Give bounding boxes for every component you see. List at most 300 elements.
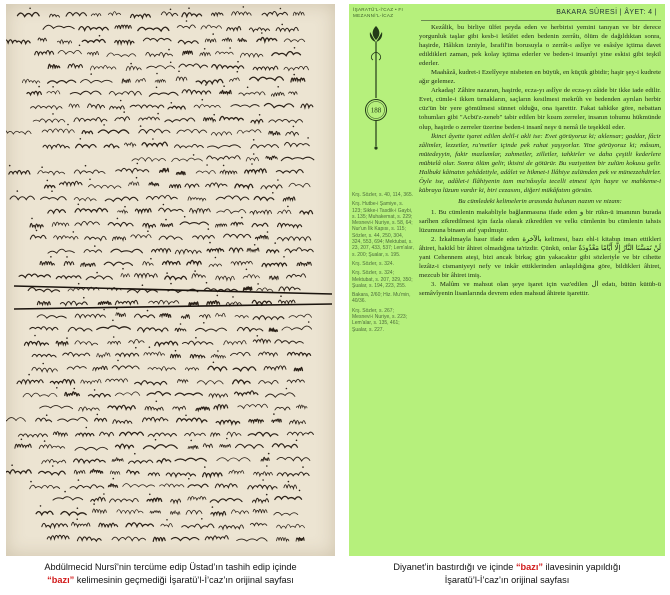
handwriting-stroke: [188, 446, 198, 450]
handwriting-stroke: [173, 406, 186, 410]
handwriting-stroke: [98, 130, 128, 133]
handwriting-dot: [85, 165, 87, 167]
handwriting-stroke: [257, 288, 273, 292]
handwriting-stroke: [48, 64, 60, 68]
handwriting-stroke: [279, 287, 300, 291]
handwriting-dot: [157, 113, 159, 115]
handwriting-stroke: [116, 168, 149, 172]
handwriting-stroke: [247, 248, 259, 252]
handwriting-stroke: [139, 117, 160, 120]
handwriting-stroke: [220, 444, 231, 447]
handwriting-stroke: [67, 366, 86, 369]
handwriting-stroke: [132, 158, 166, 162]
handwriting-stroke: [209, 394, 228, 398]
section-heading: Bu cümledeki kelimelerin arasında bulunan nazım ve nizam:: [458, 197, 622, 205]
right-caption-line2: İşaratü’l-İ’caz’ın orijinal sayfası: [444, 575, 570, 585]
handwriting-stroke: [217, 209, 246, 213]
handwriting-stroke: [216, 276, 235, 280]
handwriting-stroke: [129, 182, 139, 186]
handwriting-stroke: [159, 236, 182, 240]
handwriting-stroke: [200, 52, 210, 56]
paragraph: Arkadaş! Zâhire nazaran, haşirde, ecza-yı aslîye de ecza-yı zâide bir ikke iade edilir. Evet, cümle-i ikken tırnakların, saçların kesilmesi mekrûh ve bedenden ayrılan herbir cüz'ün bir yere gömülmesi sünnet olduğu, ona işarettir. Fakat tahkike göre, nebattan tohumları gibi "Acbü'z-zeneb" tabir edilen bir kısım zerreler, insanın tohumu hükmünde olup, haşirde o zerreler üzerine beden-i insanî neşv ü nemâ ile teşekkül eder.: [419, 87, 661, 131]
handwriting-dot: [273, 413, 275, 415]
handwriting-stroke: [105, 379, 127, 382]
handwriting-stroke: [19, 274, 50, 278]
handwriting-dot: [217, 350, 219, 352]
right-caption-pre: Diyanet’in bastırdığı ve içinde: [393, 562, 516, 572]
handwriting-stroke: [126, 66, 141, 70]
handwriting-stroke: [233, 367, 256, 371]
handwriting-dot: [232, 296, 234, 298]
handwriting-dot: [149, 494, 151, 496]
handwriting-dot: [208, 228, 210, 230]
handwriting-stroke: [81, 263, 95, 267]
handwriting-stroke: [15, 444, 31, 448]
handwriting-stroke: [296, 537, 304, 541]
handwriting-stroke: [42, 129, 74, 133]
handwriting-dot: [202, 99, 204, 101]
handwriting-dot: [156, 401, 158, 403]
handwriting-stroke: [90, 469, 103, 473]
handwriting-stroke: [122, 79, 130, 83]
handwriting-stroke: [252, 300, 271, 304]
handwriting-stroke: [100, 432, 114, 436]
handwriting-stroke: [227, 27, 241, 31]
handwriting-stroke: [186, 510, 202, 514]
handwriting-stroke: [30, 106, 62, 110]
handwriting-stroke: [163, 261, 181, 264]
handwriting-dot: [64, 491, 66, 493]
handwriting-stroke: [90, 65, 116, 70]
handwriting-stroke: [32, 354, 56, 357]
handwriting-stroke: [99, 523, 118, 527]
handwriting-stroke: [211, 512, 226, 516]
handwriting-dot: [9, 165, 11, 167]
handwriting-stroke: [182, 13, 202, 17]
handwriting-dot: [93, 503, 95, 505]
handwriting-stroke: [253, 316, 284, 320]
side-note: Bakara, 2/60; Hiz. Mu'min, 40/36.: [352, 292, 411, 305]
handwriting-stroke: [134, 273, 157, 277]
handwriting-dot: [79, 45, 81, 47]
handwriting-stroke: [98, 301, 111, 305]
handwriting-stroke: [143, 445, 177, 449]
handwriting-dot: [274, 242, 276, 244]
handwriting-stroke: [146, 195, 177, 199]
handwriting-dot: [122, 268, 124, 270]
tulip-ornament-icon: [361, 22, 391, 152]
handwriting-dot: [268, 453, 270, 455]
handwriting-stroke: [38, 38, 46, 41]
paragraph: 3. Malûm ve mahsut olan şeye işaret için vaz'edilen ال edatı, bütün kütüb-ü semâvîyenin lisanlarında devrem eden mahsud âhirete işarettir.: [419, 281, 661, 298]
right-caption-post: ilavesinin yapıldığı: [543, 562, 621, 572]
handwriting-stroke: [201, 25, 222, 29]
handwriting-stroke: [188, 496, 206, 499]
handwriting-stroke: [276, 27, 298, 31]
handwriting-stroke: [36, 418, 52, 422]
handwriting-stroke: [170, 354, 180, 358]
handwriting-stroke: [205, 39, 216, 43]
handwriting-dot: [283, 256, 285, 258]
handwriting-dot: [46, 414, 48, 416]
handwriting-stroke: [59, 181, 82, 185]
handwriting-dot: [135, 347, 137, 349]
handwriting-stroke: [289, 92, 298, 95]
handwriting-stroke: [283, 197, 295, 201]
handwriting-stroke: [189, 302, 199, 306]
handwriting-stroke: [211, 13, 223, 16]
handwriting-stroke: [24, 341, 48, 345]
paragraph: Maahâzâ, kudret-i Ezelîyeye nisbeten en büyük, en küçük gibidir; haşir şey-i kudrete ağır gelemez.: [419, 69, 661, 86]
handwriting-stroke: [144, 352, 165, 356]
handwriting-dot: [90, 73, 92, 75]
handwriting-stroke: [277, 237, 311, 241]
handwriting-stroke: [104, 144, 119, 148]
handwriting-dot: [253, 139, 255, 141]
handwriting-dot: [188, 7, 190, 9]
handwriting-dot: [78, 479, 80, 481]
handwriting-stroke: [23, 393, 57, 397]
handwriting-stroke: [17, 380, 43, 384]
handwriting-stroke: [42, 459, 66, 463]
handwriting-dot: [277, 86, 279, 88]
handwriting-stroke: [74, 459, 106, 463]
right-caption: [349, 561, 665, 587]
handwriting-stroke: [105, 197, 138, 201]
handwriting-stroke: [269, 131, 280, 135]
handwriting-stroke: [6, 418, 25, 422]
handwriting-stroke: [48, 249, 74, 253]
handwriting-dot: [113, 478, 115, 480]
handwriting-dot: [42, 363, 44, 365]
manuscript-scan: [6, 4, 335, 556]
handwriting-stroke: [267, 250, 279, 253]
handwriting-stroke: [237, 130, 261, 134]
handwriting-dot: [217, 295, 219, 297]
handwriting-stroke: [174, 144, 203, 147]
handwriting-stroke: [212, 65, 244, 69]
handwriting-stroke: [182, 341, 212, 345]
handwriting-stroke: [238, 38, 247, 42]
handwriting-dot: [52, 86, 54, 88]
handwriting-stroke: [112, 366, 139, 370]
handwriting-stroke: [269, 119, 303, 122]
handwriting-stroke: [76, 144, 96, 147]
handwriting-dot: [223, 165, 225, 167]
handwriting-stroke: [74, 197, 96, 200]
handwriting-stroke: [206, 183, 227, 187]
handwriting-stroke: [40, 406, 73, 409]
handwriting-stroke: [176, 77, 187, 81]
handwriting-stroke: [170, 184, 181, 188]
handwriting-stroke: [134, 314, 154, 318]
handwriting-dot: [152, 138, 154, 140]
handwriting-stroke: [262, 12, 287, 16]
handwriting-stroke: [142, 417, 167, 421]
handwriting-stroke: [211, 132, 231, 136]
handwriting-stroke: [53, 497, 83, 500]
handwriting-dot: [293, 126, 295, 128]
handwriting-stroke: [47, 535, 69, 539]
handwriting-dot: [272, 192, 274, 194]
handwriting-stroke: [216, 420, 240, 424]
handwriting-stroke: [215, 484, 237, 488]
handwriting-stroke: [116, 353, 139, 356]
handwriting-stroke: [123, 484, 155, 487]
handwriting-stroke: [194, 105, 220, 108]
handwriting-dot: [112, 320, 114, 322]
handwriting-dot: [204, 48, 206, 50]
handwriting-stroke: [108, 405, 135, 409]
handwriting-stroke: [182, 524, 214, 528]
handwriting-dot: [286, 388, 288, 390]
handwriting-stroke: [142, 142, 167, 146]
handwriting-stroke: [79, 27, 108, 31]
handwriting-dot: [180, 323, 182, 325]
page-body: [419, 23, 661, 298]
handwriting-stroke: [87, 51, 98, 55]
handwriting-stroke: [294, 367, 302, 371]
handwriting-stroke: [227, 432, 241, 436]
handwriting-dot: [166, 519, 168, 521]
handwriting-stroke: [118, 210, 128, 213]
handwriting-dot: [52, 465, 54, 467]
handwriting-dot: [280, 295, 282, 297]
handwriting-stroke: [171, 499, 181, 503]
handwriting-dot: [73, 231, 75, 233]
handwriting-dot: [41, 166, 43, 168]
handwriting-dot: [281, 24, 283, 26]
handwriting-stroke: [30, 327, 58, 330]
handwriting-dot: [136, 177, 138, 179]
handwriting-stroke: [175, 249, 201, 253]
handwriting-stroke: [261, 185, 282, 189]
handwriting-stroke: [39, 471, 66, 475]
handwriting-stroke: [296, 405, 307, 409]
handwriting-stroke: [36, 511, 53, 515]
handwriting-stroke: [117, 510, 143, 514]
handwriting-dot: [203, 322, 205, 324]
handwriting-stroke: [161, 524, 173, 527]
handwriting-dot: [31, 218, 33, 220]
handwriting-stroke: [177, 25, 195, 28]
handwriting-dot: [155, 439, 157, 441]
handwriting-stroke: [107, 53, 136, 57]
right-caption-highlight: “bazı”: [515, 562, 543, 572]
handwriting-stroke: [229, 248, 243, 252]
handwriting-stroke: [250, 523, 266, 526]
handwriting-stroke: [85, 236, 106, 240]
handwriting-stroke: [86, 276, 112, 280]
handwriting-stroke: [219, 525, 244, 529]
handwriting-stroke: [254, 472, 273, 476]
handwriting-dot: [103, 493, 105, 495]
handwriting-stroke: [259, 380, 279, 384]
handwriting-stroke: [161, 223, 173, 227]
handwriting-stroke: [188, 197, 206, 201]
handwriting-dot: [308, 321, 310, 323]
handwriting-stroke: [149, 182, 159, 186]
handwriting-dot: [97, 414, 99, 416]
handwriting-stroke: [229, 78, 239, 82]
handwriting-dot: [168, 49, 170, 51]
handwriting-dot: [213, 362, 215, 364]
handwriting-stroke: [251, 145, 279, 149]
handwriting-stroke: [285, 248, 313, 253]
handwriting-stroke: [48, 209, 66, 213]
handwriting-stroke: [276, 170, 303, 174]
handwriting-stroke: [74, 118, 107, 122]
handwriting-stroke: [165, 118, 195, 122]
handwriting-stroke: [120, 432, 144, 436]
handwriting-stroke: [249, 419, 263, 422]
handwriting-stroke: [258, 352, 277, 356]
handwriting-dot: [142, 284, 144, 286]
handwriting-stroke: [190, 209, 211, 213]
handwriting-stroke: [207, 145, 240, 148]
handwriting-stroke: [108, 12, 120, 16]
handwriting-stroke: [48, 80, 76, 83]
handwriting-stroke: [126, 523, 153, 527]
handwriting-stroke: [291, 78, 305, 82]
handwriting-stroke: [248, 432, 278, 436]
handwriting-stroke: [115, 300, 138, 304]
handwriting-stroke: [80, 80, 112, 83]
handwriting-stroke: [157, 459, 171, 463]
handwriting-stroke: [210, 498, 242, 502]
handwriting-stroke: [50, 14, 60, 17]
handwriting-dot: [212, 506, 214, 508]
handwriting-stroke: [222, 38, 231, 42]
paragraph: İkinci âyette işaret edilen delil-i akli ise: Evet görüyoruz ki; aklensar; gaddar, fâcir zâlimler, lezzetler, ru'metler içinde pek rahat yaşıyorlar. Yine görüyoruz ki; mâsum, mütedeyyin, fakir mazlumlar, zahmetler, zilletler, tahkirler ve daha çeşitli kederlere mübtelâ olur. Sonra ölüm gelir, ikisini de götürür. Bu vaziyetten bir zulüm kokusu gelir. Halbuki kâinatın şehâdetiyle, adâlet ve hikmet-i İlâhiye zulümden pek ve münezzehdirler. Öyle ise, adâlet-i İlâhiyenin tam ma'nâsıyla tecelli etmesi için haşre ve mahkeme-i kübraya lüzum vardır ki, biri cezasını, diğeri mükâfatını görsün.: [419, 132, 661, 194]
handwriting-stroke: [220, 170, 237, 174]
handwriting-stroke: [135, 209, 151, 213]
handwriting-stroke: [276, 524, 304, 528]
handwriting-dot: [302, 466, 304, 468]
handwriting-stroke: [188, 484, 208, 487]
handwriting-stroke: [284, 142, 309, 146]
handwriting-dot: [175, 350, 177, 352]
handwriting-stroke: [183, 51, 193, 55]
handwriting-dot: [156, 73, 158, 75]
handwriting-stroke: [136, 78, 146, 82]
handwriting-dot: [194, 270, 196, 272]
handwriting-dot: [28, 374, 30, 376]
handwriting-image: [6, 4, 335, 556]
handwriting-stroke: [47, 91, 60, 94]
handwriting-stroke: [290, 420, 306, 424]
handwriting-dot: [123, 111, 125, 113]
handwriting-dot: [201, 518, 203, 520]
handwriting-stroke: [196, 171, 215, 174]
handwriting-stroke: [211, 354, 225, 358]
handwriting-stroke: [97, 353, 110, 358]
handwriting-stroke: [193, 235, 215, 239]
handwriting-dot: [307, 137, 309, 139]
handwriting-dot: [294, 47, 296, 49]
handwriting-dot: [52, 113, 54, 115]
handwriting-stroke: [262, 263, 287, 266]
handwriting-dot: [184, 216, 186, 218]
handwriting-stroke: [277, 537, 289, 540]
handwriting-dot: [124, 206, 126, 208]
side-note: Krş. Sözler, s. 324.: [352, 260, 394, 267]
handwriting-dot: [288, 481, 290, 483]
handwriting-stroke: [171, 537, 199, 540]
handwriting-stroke: [170, 511, 180, 515]
handwriting-stroke: [272, 419, 282, 423]
handwriting-dot: [150, 258, 152, 260]
handwriting-dot: [130, 63, 132, 65]
handwriting-stroke: [148, 473, 159, 476]
handwriting-stroke: [148, 433, 176, 436]
handwriting-stroke: [266, 393, 295, 397]
handwriting-stroke: [41, 197, 67, 200]
handwriting-stroke: [274, 512, 298, 515]
handwriting-dot: [40, 505, 42, 507]
handwriting-stroke: [111, 249, 142, 253]
handwriting-stroke: [231, 510, 248, 514]
handwriting-stroke: [217, 458, 250, 462]
handwriting-dot: [78, 283, 80, 285]
paragraph: Kezâlik, bu birliye ülfet peyda eden ve herbirisi yemini tanıyan ve bir derece yorgunluk taşlar gibi kesb-i letâfet eden bedenin zerrâtı, ölüm de dağıldıktan sonra, haşirde, Hâlıkın izniyle, İsrafil'in borusuyla o zerrât-ı aslîye ve esâsîye içtima davet edildikleri zaman, pek kolay içtima ederler ve beden-i insanîyi yine eskisi gibi teşkil ederler.: [419, 24, 661, 68]
handwriting-dot: [251, 163, 253, 165]
handwriting-stroke: [112, 458, 123, 462]
handwriting-stroke: [35, 51, 54, 55]
handwriting-dot: [195, 337, 197, 339]
handwriting-stroke: [269, 276, 278, 280]
handwriting-stroke: [88, 185, 121, 189]
handwriting-stroke: [264, 103, 293, 107]
handwriting-stroke: [53, 432, 67, 436]
handwriting-stroke: [253, 509, 267, 513]
handwriting-stroke: [207, 248, 224, 252]
handwriting-stroke: [287, 432, 313, 435]
handwriting-stroke: [254, 196, 274, 200]
handwriting-dot: [147, 230, 149, 232]
handwriting-dot: [103, 124, 105, 126]
handwriting-stroke: [235, 315, 248, 318]
handwriting-stroke: [176, 171, 185, 175]
handwriting-stroke: [245, 169, 267, 173]
handwriting-stroke: [115, 25, 131, 29]
handwriting-stroke: [190, 355, 205, 359]
handwriting-stroke: [70, 485, 104, 489]
handwriting-stroke: [149, 300, 179, 304]
handwriting-stroke: [272, 52, 301, 56]
handwriting-stroke: [195, 328, 226, 331]
handwriting-stroke: [76, 433, 94, 436]
handwriting-dot: [253, 153, 255, 155]
handwriting-stroke: [278, 300, 295, 303]
handwriting-stroke: [18, 434, 47, 437]
handwriting-stroke: [286, 132, 299, 136]
handwriting-dot: [149, 346, 151, 348]
handwriting-stroke: [32, 367, 58, 372]
handwriting-stroke: [216, 196, 249, 200]
handwriting-stroke: [43, 144, 69, 148]
handwriting-dot: [193, 154, 195, 156]
handwriting-dot: [117, 218, 119, 220]
handwriting-stroke: [165, 276, 187, 279]
handwriting-stroke: [177, 379, 187, 382]
handwriting-stroke: [264, 366, 286, 370]
handwriting-stroke: [60, 301, 87, 305]
handwriting-stroke: [66, 12, 86, 16]
handwriting-stroke: [75, 447, 107, 450]
handwriting-stroke: [52, 222, 69, 226]
sura-header: BAKARA SÛRESİ | ÂYET: 4 |: [556, 9, 657, 16]
